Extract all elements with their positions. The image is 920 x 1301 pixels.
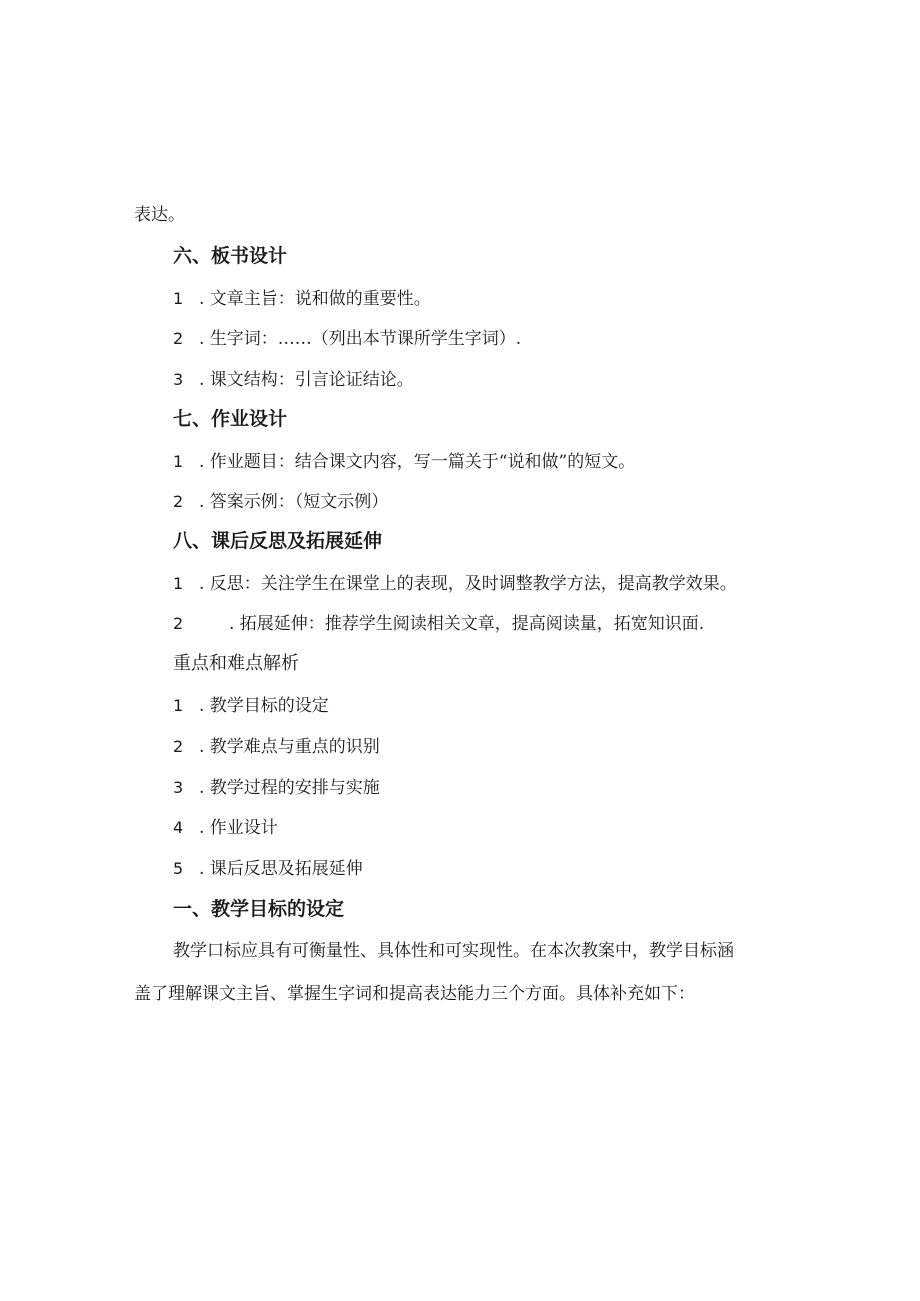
- list-item-text: . 作业题目：结合课文内容，写一篇关于“说和做”的短文。: [199, 452, 636, 472]
- list-item-text: . 教学难点与重点的识别: [199, 737, 380, 757]
- list-item-text: . 生字词：……（列出本节课所学生字词）.: [199, 329, 522, 349]
- list-item: [173, 694, 329, 719]
- list-item-number: 2: [173, 492, 184, 511]
- list-item-text: . 文章主旨：说和做的重要性。: [199, 289, 431, 309]
- list-item: [173, 368, 414, 393]
- list-item-text: . 答案示例：（短文示例）: [199, 492, 389, 512]
- list-item-text: . 教学过程的安排与实施: [199, 778, 380, 798]
- list-item: [173, 327, 521, 352]
- list-item-number: 3: [173, 778, 184, 797]
- list-item-text: . 作业设计: [199, 818, 278, 838]
- list-item-number: 2: [173, 329, 184, 348]
- list-item-number: 1: [173, 574, 184, 593]
- list-item-number: 2: [173, 614, 184, 633]
- section-heading-reflection: 八、课后反思及拓展延伸: [173, 530, 383, 552]
- list-item-number: 1: [173, 289, 184, 308]
- section-heading-homework-design: 七、作业设计: [173, 408, 288, 430]
- list-item-text: . 教学目标的设定: [199, 696, 329, 716]
- list-item: [173, 612, 704, 637]
- list-item: [173, 450, 635, 475]
- list-item-number: 2: [173, 737, 184, 756]
- paragraph-line: 教学口标应具有可衡量性、具体性和可实现性。在本次教案中，教学目标涵: [173, 941, 734, 961]
- list-item-number: 3: [173, 370, 184, 389]
- list-item: [173, 735, 380, 760]
- section-heading-key-points: 重点和难点解析: [173, 653, 299, 674]
- list-item-number: 1: [173, 696, 184, 715]
- list-item-number: 5: [173, 859, 184, 878]
- list-item: [173, 572, 737, 597]
- list-item-text: . 拓展延伸：推荐学生阅读相关文章，提高阅读量，拓宽知识面.: [229, 614, 705, 634]
- paragraph-line: 盖了理解课文主旨、掌握生字词和提高表达能力三个方面。具体补充如下：: [134, 984, 695, 1004]
- list-item: [173, 857, 363, 882]
- list-item-text: . 课文结构：引言论证结论。: [199, 370, 414, 390]
- section-heading-teaching-goals: 一、教学目标的设定: [173, 898, 345, 920]
- list-item-text: . 课后反思及拓展延伸: [199, 859, 363, 879]
- list-item-number: 1: [173, 452, 184, 471]
- list-item: [173, 287, 431, 312]
- list-item: [173, 816, 278, 841]
- list-item-text: . 反思：关注学生在课堂上的表现，及时调整教学方法，提高教学效果。: [199, 574, 737, 594]
- continuation-text: 表达。: [134, 205, 185, 225]
- list-item-number: 4: [173, 818, 184, 837]
- section-heading-board-design: 六、板书设计: [173, 245, 288, 267]
- list-item: [173, 776, 380, 801]
- list-item: [173, 490, 388, 515]
